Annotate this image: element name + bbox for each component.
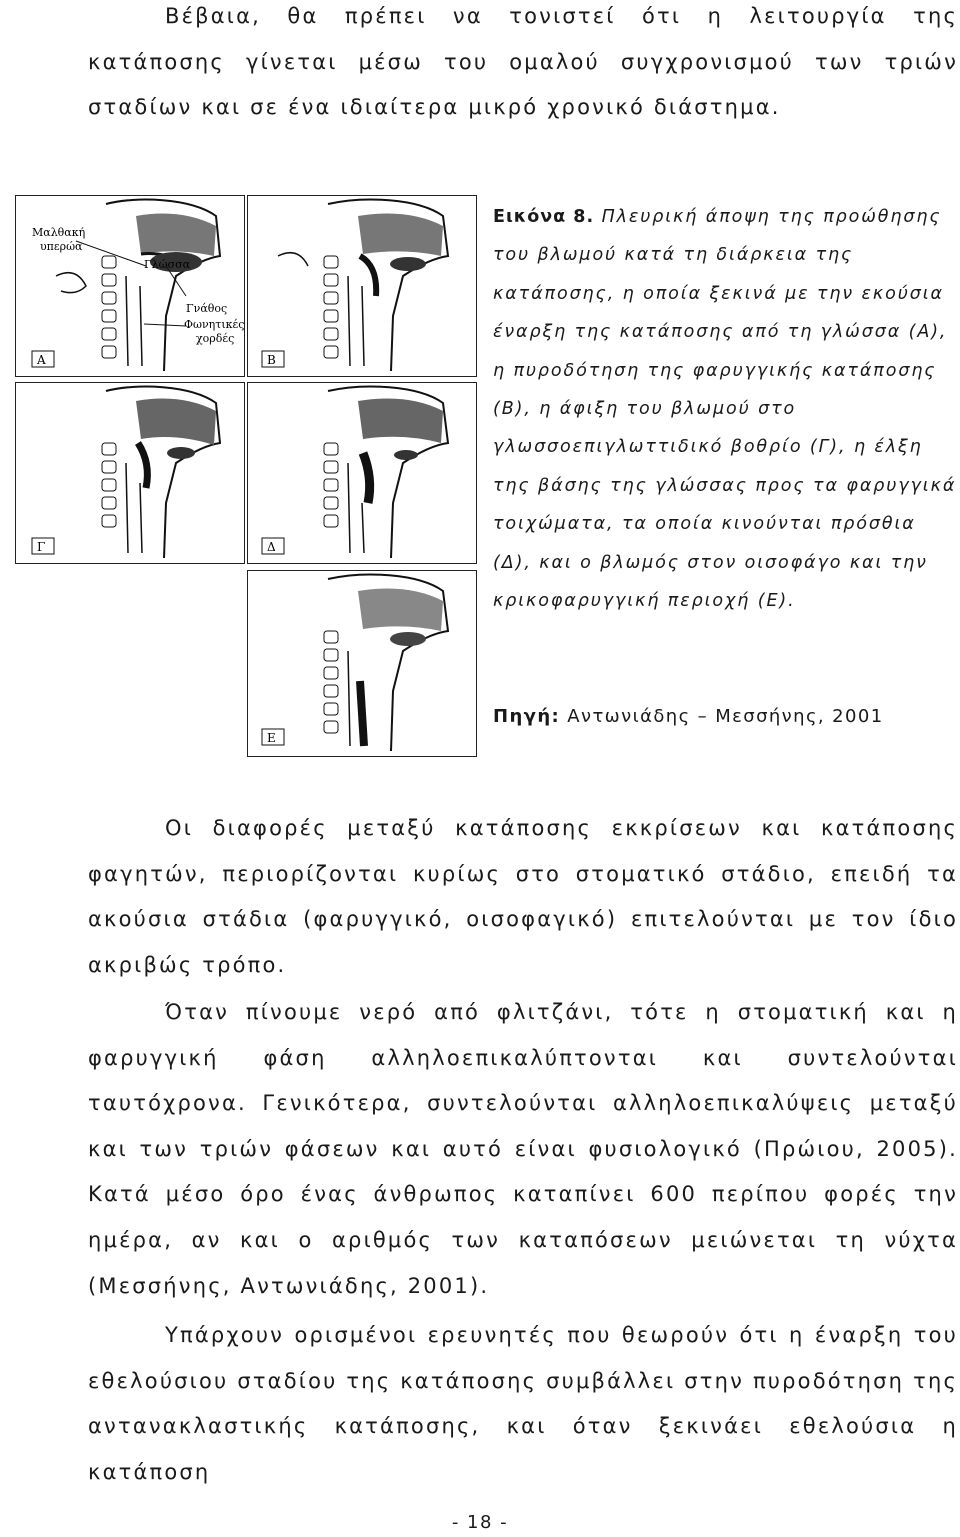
- panel-label-c: Γ: [37, 540, 46, 554]
- panel-c: [15, 382, 245, 564]
- panel-label-a: Α: [37, 353, 46, 367]
- head-profile-e: [248, 571, 476, 756]
- intro-paragraph: Βέβαια, θα πρέπει να τονιστεί ότι η λειτουργία της κατάποσης γίνεται μέσω του ομαλού συγχρονισμού των τριών σταδίων και σε ένα ιδιαίτερα μικρό χρονικό διάστημα.: [88, 4, 958, 120]
- source-text: Αντωνιάδης – Μεσσήνης, 2001: [567, 706, 884, 727]
- panel-a: [15, 195, 245, 377]
- panel-label-b: Β: [267, 353, 276, 367]
- source-label: Πηγή:: [493, 706, 561, 727]
- label-tongue: Γλώσσα: [144, 258, 191, 271]
- label-soft-palate-2: υπερώα: [40, 240, 83, 253]
- figure-caption: [493, 198, 958, 620]
- label-cords-1: Φωνητικές: [184, 318, 244, 331]
- head-profile-c: [16, 383, 244, 563]
- panel-e: [247, 570, 477, 757]
- figure-label: Εικόνα 8.: [493, 207, 595, 227]
- head-profile-a: [16, 196, 244, 376]
- page-number: - 18 -: [451, 1512, 509, 1533]
- panel-d: [247, 382, 477, 564]
- label-cords-2: χορδές: [196, 332, 235, 345]
- figure-source: [493, 706, 884, 727]
- paragraph-1: Οι διαφορές μεταξύ κατάποσης εκκρίσεων και κατάποσης φαγητών, περιορίζονται κυρίως στο στοματικό στάδιο, επειδή τα ακούσια στάδια (φαρυγγικό, οισοφαγικό) επιτελούνται με τον ίδιο ακριβώς τρόπο.: [88, 816, 958, 977]
- head-profile-d: [248, 383, 476, 563]
- label-jaw: Γνάθος: [186, 302, 228, 315]
- figure-caption-text: Πλευρική άποψη της προώθησης του βλωμού κατά τη διάρκεια της κατάποσης, η οποία ξεκινά με την εκούσια έναρξη της κατάποσης από τη γλώσσα (Α), η πυροδότηση της φαρυγγικής κατάποσης (Β), η άφιξη του βλωμού στο γλωσσοεπιγλωττιδικό βοθρίο (Γ), η έλξη της βάσης της γλώσσας προς τα φαρυγγικά τοιχώματα, τα οποία κινούνται πρόσθια (Δ), και ο βλωμός στον οισοφάγο και την κρικοφαρυγγική περιοχή (Ε).: [493, 207, 957, 612]
- head-profile-b: [248, 196, 476, 376]
- panel-b: [247, 195, 477, 377]
- panel-label-e: Ε: [267, 731, 276, 745]
- panel-label-d: Δ: [267, 540, 276, 554]
- paragraph-2: Όταν πίνουμε νερό από φλιτζάνι, τότε η στοματική και η φαρυγγική φάση αλληλοεπικαλύπτονται και συντελούνται ταυτόχρονα. Γενικότερα, συντελούνται αλληλοεπικαλύψεις μεταξύ και των τριών φάσεων και αυτό είναι φυσιολογικό (Πρώιου, 2005). Κατά μέσο όρο ένας άνθρωπος καταπίνει 600 περίπου φορές την ημέρα, αν και ο αριθμός των καταπόσεων μειώνεται τη νύχτα (Μεσσήνης, Αντωνιάδης, 2001).: [88, 1000, 958, 1298]
- label-soft-palate-1: Μαλθακή: [32, 226, 86, 239]
- swallowing-figure: [10, 190, 488, 765]
- paragraph-3: Υπάρχουν ορισμένοι ερευνητές που θεωρούν ότι η έναρξη του εθελούσιου σταδίου της κατάποσης συμβάλλει στην πυροδότηση της αντανακλαστικής κατάποσης, και όταν ξεκινάει εθελούσια η κατάποση: [88, 1323, 958, 1484]
